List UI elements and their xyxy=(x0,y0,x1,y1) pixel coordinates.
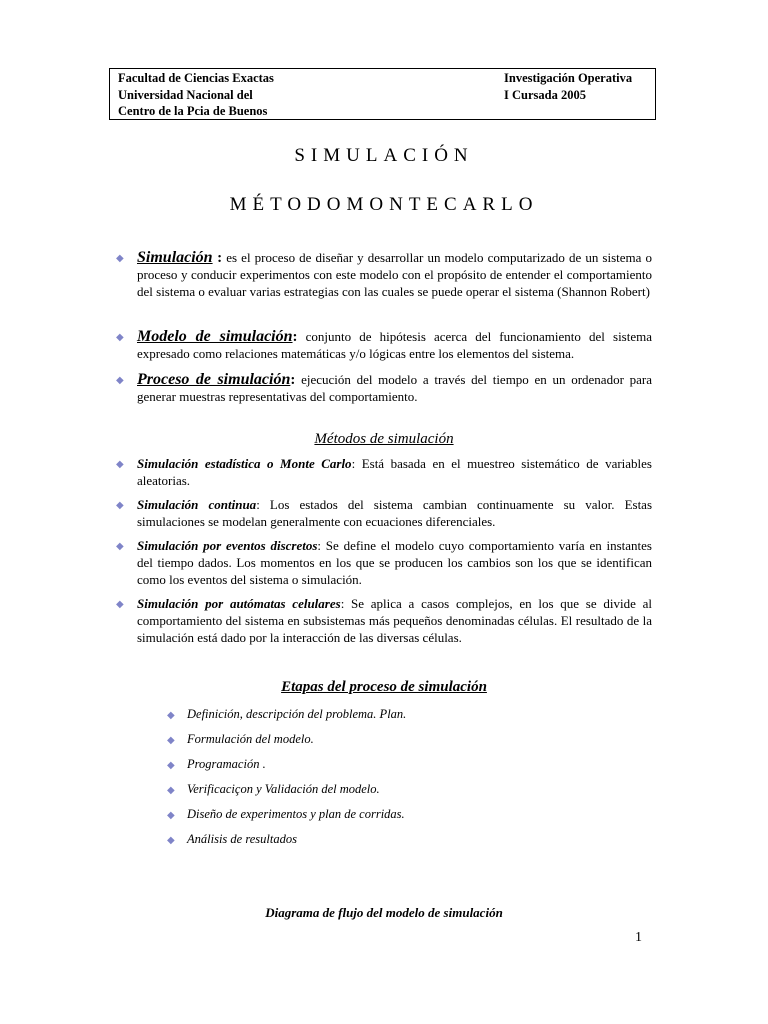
method-item xyxy=(116,596,652,646)
stages-heading: Etapas del proceso de simulación xyxy=(281,679,487,695)
diamond-bullet-icon: ◆ xyxy=(116,332,124,343)
diamond-bullet-icon: ◆ xyxy=(116,599,124,610)
diamond-bullet-icon: ◆ xyxy=(116,500,124,511)
stage-text: Verificaciçon y Validación del modelo. xyxy=(187,782,380,796)
diamond-bullet-icon: ◆ xyxy=(116,541,124,552)
definition-item xyxy=(116,372,652,406)
diamond-bullet-icon: ◆ xyxy=(167,785,175,796)
stage-item xyxy=(167,806,587,831)
method-text xyxy=(137,538,652,588)
stage-item xyxy=(167,706,587,731)
diagram-title: Diagrama de flujo del modelo de simulación xyxy=(265,905,503,920)
definition-term: Simulación xyxy=(137,249,213,266)
method-colon: : xyxy=(256,497,260,512)
stage-item xyxy=(167,781,587,806)
stage-text: Formulación del modelo. xyxy=(187,732,314,746)
method-term: Simulación continua xyxy=(137,497,257,512)
definition-term: Proceso de simulación xyxy=(137,371,291,388)
diamond-bullet-icon: ◆ xyxy=(167,710,175,721)
method-term: Simulación estadística o Monte Carlo xyxy=(137,456,352,471)
method-body: Los estados del sistema cambian continuamente su valor. Estas simulaciones se modelan generalmente con ecuaciones diferenciales. xyxy=(137,497,653,529)
method-colon: : xyxy=(351,456,356,471)
definition-item xyxy=(116,329,652,363)
method-colon: : xyxy=(317,538,322,553)
method-colon: : xyxy=(340,596,345,611)
stage-item xyxy=(167,731,587,756)
stage-item xyxy=(167,831,587,856)
header-left-line3: Centro de la Pcia de Buenos xyxy=(118,104,268,118)
title-metodo-montecarlo: MÉTODOMONTECARLO xyxy=(229,194,539,215)
definition-term: Modelo de simulación xyxy=(137,328,293,345)
method-text xyxy=(137,497,652,531)
definition-body: ejecución del modelo a través del tiempo en un ordenador para generar muestras representativas del comportamiento. xyxy=(137,372,652,404)
diamond-bullet-icon: ◆ xyxy=(167,735,175,746)
definition-body: es el proceso de diseñar y desarrollar un modelo computarizado de un sistema o proceso y conducir experimentos con este modelo con el propósito de entender el comportamiento del sistema o evaluar varias estrategias con las cuales se puede operar el sistema (Shannon Robert) xyxy=(137,250,653,299)
method-item xyxy=(116,538,652,588)
method-body: Se aplica a casos complejos, en los que se divide al comportamiento del sistema en subsistemas más pequeños denominadas células. El resultado de la simulación está dado por la interacción de las diversas células. xyxy=(137,596,652,645)
header-left-line1: Facultad de Ciencias Exactas xyxy=(118,71,274,85)
method-text xyxy=(137,456,652,490)
diamond-bullet-icon: ◆ xyxy=(116,253,124,264)
stage-text: Análisis de resultados xyxy=(187,832,297,846)
stage-text: Definición, descripción del problema. Plan. xyxy=(187,707,407,721)
header-institution xyxy=(118,70,274,120)
method-term: Simulación por autómatas celulares xyxy=(137,596,341,611)
header-box xyxy=(109,68,656,120)
method-item xyxy=(116,456,652,490)
page-number: 1 xyxy=(635,930,642,945)
stage-item xyxy=(167,756,587,781)
diamond-bullet-icon: ◆ xyxy=(167,810,175,821)
diamond-bullet-icon: ◆ xyxy=(116,459,124,470)
header-right-line1: Investigación Operativa xyxy=(504,71,633,85)
definition-body: conjunto de hipótesis acerca del funcionamiento del sistema expresado como relaciones matemáticas y/o lógicas entre los elementos del sistema. xyxy=(137,329,653,361)
definition-text xyxy=(137,250,652,300)
diamond-bullet-icon: ◆ xyxy=(116,375,124,386)
title-simulacion: SIMULACIÓN xyxy=(294,145,474,166)
definition-colon: : xyxy=(290,372,296,388)
method-term: Simulación por eventos discretos xyxy=(137,538,318,553)
diamond-bullet-icon: ◆ xyxy=(167,760,175,771)
header-left-line2: Universidad Nacional del xyxy=(118,87,253,102)
methods-heading: Métodos de simulación xyxy=(314,431,454,447)
method-text xyxy=(137,596,652,646)
definition-colon: : xyxy=(292,329,298,345)
definition-item xyxy=(116,250,652,300)
diamond-bullet-icon: ◆ xyxy=(167,835,175,846)
header-course xyxy=(504,70,632,103)
method-item xyxy=(116,497,652,531)
definition-text xyxy=(137,329,652,363)
stage-text: Diseño de experimentos y plan de corridas. xyxy=(187,807,405,821)
definition-colon: : xyxy=(212,250,223,266)
definition-text xyxy=(137,372,652,406)
stages-list xyxy=(167,706,587,856)
stage-text: Programación . xyxy=(187,757,266,771)
method-body: Se define el modelo cuyo comportamiento varía en instantes del tiempo dados. Los momentos en los que se producen los cambios son los que se identifican como los eventos del sistema o simulación. xyxy=(137,538,652,587)
method-body: Está basada en el muestreo sistemático de variables aleatorias. xyxy=(137,456,652,488)
header-right-line2: I Cursada 2005 xyxy=(504,87,586,102)
